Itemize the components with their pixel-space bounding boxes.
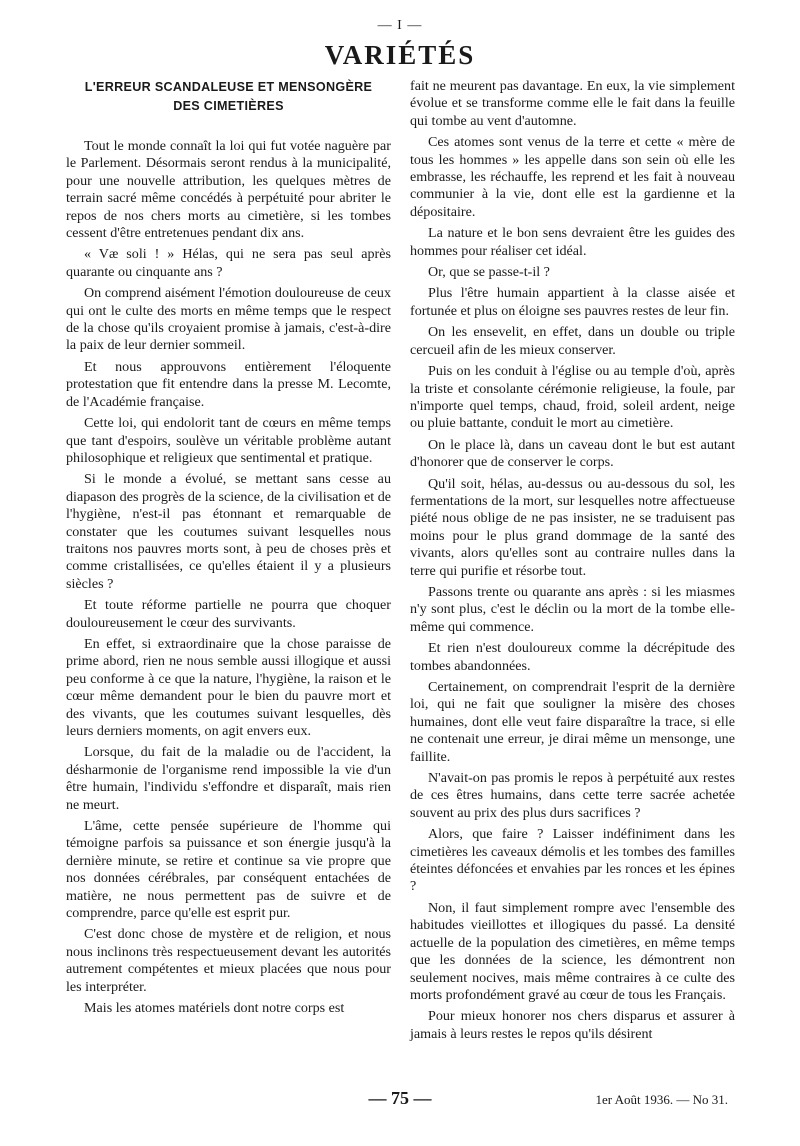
paragraph: Certainement, on comprendrait l'esprit de la dernière loi, qui ne fait que souligner la misère des choses humaines, dont elle veut faire disparaître la trace, si elle ne contenait une erreur, je dirai même un mensonge, une faillite. (410, 679, 735, 765)
paragraph: Plus l'être humain appartient à la classe aisée et fortunée et plus on éloigne ses pauvres restes de leur fin. (410, 285, 735, 319)
paragraph: Et toute réforme partielle ne pourra que choquer douloureusement le cœur des survivants. (66, 597, 391, 631)
issue-date: 1er Août 1936. — No 31. (595, 1092, 728, 1107)
article-title (66, 78, 391, 116)
paragraph: La nature et le bon sens devraient être les guides des hommes pour réaliser cet idéal. (410, 225, 735, 259)
paragraph: Tout le monde connaît la loi qui fut votée naguère par le Parlement. Désormais seront rendus à la municipalité, pour une nouvelle attribution, les quelques mètres de terrain sacré même concédés à perpétuité pour abriter le repos de nos chers morts au cimetière, si les tombes cessent d'être entretenues pendant dix ans. (66, 138, 391, 242)
paragraph: Or, que se passe-t-il ? (428, 264, 550, 281)
paragraph: Non, il faut simplement rompre avec l'ensemble des habitudes vieillottes et illogiques du passé. La densité actuelle de la population des cimetières, en même temps que les données de la science, les démontrent non seulement nocives, mais même contraires à ce culte des morts profondément gravé au cœur de tous les Français. (410, 899, 735, 1003)
paragraph: N'avait-on pas promis le repos à perpétuité aux restes de ces êtres humains, dans cette terre sacrée achetée souvent au prix des plus durs sacrifices ? (410, 770, 735, 821)
paragraph: L'âme, cette pensée supérieure de l'homme qui témoigne parfois sa puissance et son énergie jusqu'à la dernière minute, se retire et continue sa vie propre que nos données cérébrales, par conséquent entachées de matière, ne nous permettent pas de suivre et de comprendre, parce qu'elle est esprit pur. (66, 818, 391, 922)
paragraph: Puis on les conduit à l'église ou au temple d'où, après la triste et consolante cérémonie religieuse, la foule, par n'importe quel temps, chaud, froid, soleil ardent, neige ou pluie battante, conduit le mort au cimetière. (410, 363, 735, 432)
article-title-line-2: DES CIMETIÈRES (173, 99, 284, 113)
paragraph: Pour mieux honorer nos chers disparus et assurer à jamais à leurs restes le repos qu'ils désirent (410, 1008, 735, 1042)
left-column (66, 78, 391, 1022)
paragraph: On les ensevelit, en effet, dans un double ou triple cercueil afin de les mieux conserver. (410, 324, 735, 358)
paragraph: Passons trente ou quarante ans après : si les miasmes n'y sont plus, c'est le déclin ou la mort de la tombe elle-même qui commence. (410, 583, 735, 635)
paragraph: On comprend aisément l'émotion douloureuse de ceux qui ont le culte des morts en même temps que le respect de la chose qu'ils croyaient promise à jamais, c'est-à-dire la paix de leur dernier sommeil. (66, 285, 391, 354)
paragraph: Ces atomes sont venus de la terre et cette « mère de tous les hommes » les appelle dans son sein où elle les embrasse, les réchauffe, les reprend et les fait à nouveau communier à la vie, dont elle est la gardienne et la dépositaire. (410, 134, 735, 220)
paragraph: Si le monde a évolué, se mettant sans cesse au diapason des progrès de la science, de la civilisation et de l'hygiène, n'est-il pas étonnant et remarquable de constater que les coutumes suivant lesquelles nous traitons nos pauvres morts sont, à peu de choses près et comme cristallisées, ce qu'elles étaient il y a plusieurs siècles ? (66, 471, 391, 592)
paragraph: Qu'il soit, hélas, au-dessus ou au-dessous du sol, les fermentations de la mort, sur lesquelles notre affectueuse piété nous oblige de ne pas insister, ne se traduisent pas moins pour le plus grand dommage de la santé des vivants, alors qu'elles sont au contraire nulles dans la terre qui purifie et résorbe tout. (410, 475, 735, 579)
right-column (410, 78, 735, 1047)
page-footer (0, 1088, 800, 1118)
section-title: VARIÉTÉS (324, 40, 476, 70)
paragraph: Lorsque, du fait de la maladie ou de l'accident, la désharmonie de l'organisme rend impossible la vie d'un être humain, l'individu s'effondre et disparaît, mais rien ne meurt. (66, 744, 391, 813)
paragraph-continued: fait ne meurent pas davantage. En eux, la vie simplement évolue et se transforme comme elle le fait dans la feuille qui tombe au vent d'automne. (410, 78, 735, 129)
paragraph: Cette loi, qui endolorit tant de cœurs en même temps que tant d'espoirs, soulève un véritable problème autant philosophique et religieux que sentimental et pratique. (66, 415, 391, 466)
paragraph: C'est donc chose de mystère et de religion, et nous nous inclinons très respectueusement devant les autorités autrement compétentes et mieux placées que nous pour les interpréter. (66, 926, 391, 995)
paragraph: On le place là, dans un caveau dont le but est autant d'honorer que de conserver le corps. (410, 436, 735, 471)
paragraph: Alors, que faire ? Laisser indéfiniment dans les cimetières les caveaux démolis et les tombes des familles éteintes défoncées et envahies par les ronces et les épines ? (410, 826, 735, 895)
article-title-line-1: L'ERREUR SCANDALEUSE ET MENSONGÈRE (84, 80, 373, 94)
folio-top: — I — (377, 18, 423, 33)
paragraph: Mais les atomes matériels dont notre corps est (84, 1000, 345, 1017)
paragraph: Et nous approuvons entièrement l'éloquente protestation que fit entendre dans la presse M. Lecomte, de l'Académie française. (66, 358, 391, 410)
paragraph: Et rien n'est douloureux comme la décrépitude des tombes abandonnées. (410, 640, 735, 674)
paragraph: « Væ soli ! » Hélas, qui ne sera pas seul après quarante ou cinquante ans ? (66, 246, 391, 280)
page-number: — 75 — (368, 1088, 432, 1108)
paragraph: En effet, si extraordinaire que la chose paraisse de prime abord, rien ne nous semble aussi illogique et aussi peu conforme à ce que la nature, l'hygiène, la raison et le cœur même demandent pour le bien du pauvre mort et des vivants, que les coutumes suivant lesquelles, dès leurs derniers moments, on agit envers eux. (66, 635, 391, 739)
